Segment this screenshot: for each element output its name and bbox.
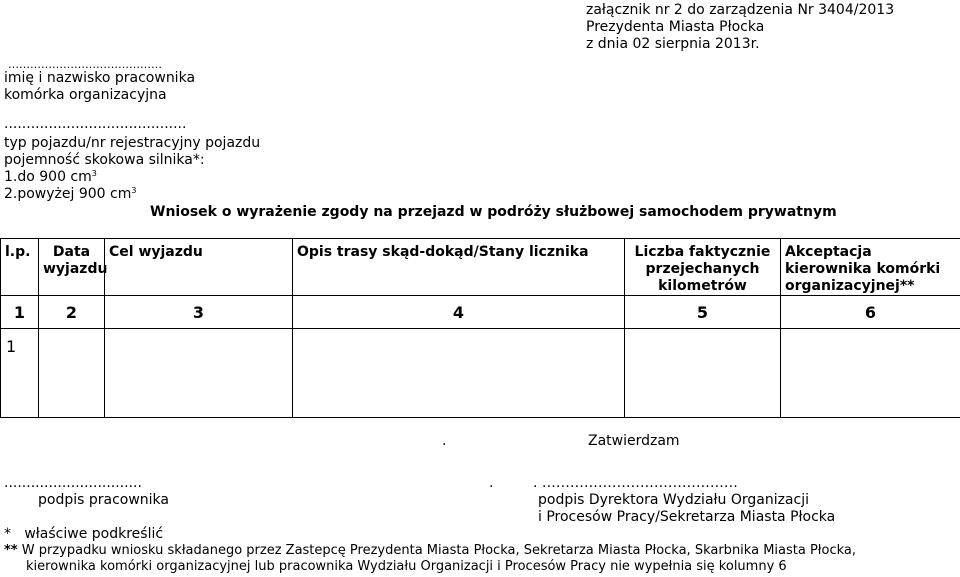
attachment-note bbox=[586, 2, 894, 53]
row-acceptance-cell[interactable] bbox=[781, 329, 960, 418]
footnote-2-line1: W przypadku wniosku składanego przez Zastepcę Prezydenta Miasta Płocka, Sekretarza Miasta Płocka, Skarbnika Miasta Płocka, bbox=[21, 543, 856, 558]
footnote-2-line2: kierownika komórki organizacyjnej lub pracownika Wydziału Organizacji i Procesów Pracy nie wypełnia się kolumny 6 bbox=[26, 559, 787, 574]
header-purpose: Cel wyjazdu bbox=[105, 239, 293, 296]
director-signature-label-2: i Procesów Pracy/Sekretarza Miasta Płocka bbox=[538, 509, 836, 525]
employee-signature-dots: ............................... bbox=[4, 475, 142, 491]
employee-dots: …………………………………… bbox=[8, 58, 162, 71]
document-title: Wniosek o wyrażenie zgody na przejazd w podróży służbowej samochodem prywatnym bbox=[150, 204, 837, 220]
capacity-option-2-text: 2.powyżej 900 cm bbox=[4, 186, 132, 202]
capacity-option-1-text: 1.do 900 cm bbox=[4, 169, 92, 185]
column-number-1: 1 bbox=[1, 296, 39, 329]
vehicle-type-label: typ pojazdu/nr rejestracyjny pojazdu bbox=[4, 135, 261, 151]
table-row bbox=[1, 329, 960, 418]
capacity-option-2 bbox=[4, 186, 136, 203]
footnote-2-mark: ** bbox=[4, 543, 18, 558]
table-number-row bbox=[1, 296, 960, 329]
header-lp: l.p. bbox=[1, 239, 39, 296]
row-purpose-cell[interactable] bbox=[105, 329, 293, 418]
column-number-3: 3 bbox=[105, 296, 293, 329]
attachment-note-line3: z dnia 02 sierpnia 2013r. bbox=[586, 36, 760, 52]
footnote-1-text: właściwe podkreślić bbox=[24, 526, 164, 542]
capacity-option-2-sup: 3 bbox=[131, 186, 137, 195]
header-date: Data wyjazdu bbox=[39, 239, 105, 296]
column-number-2: 2 bbox=[39, 296, 105, 329]
engine-capacity-label: pojemność skokowa silnika*: bbox=[4, 152, 205, 168]
footnote-1-mark: * bbox=[4, 526, 11, 542]
row-date-cell[interactable] bbox=[39, 329, 105, 418]
approve-dot: . bbox=[442, 433, 447, 449]
table-header-row bbox=[1, 239, 960, 296]
org-unit-label: komórka organizacyjna bbox=[4, 87, 167, 103]
approve-label: Zatwierdzam bbox=[588, 433, 680, 449]
row-route-cell[interactable] bbox=[293, 329, 625, 418]
header-route: Opis trasy skąd-dokąd/Stany licznika bbox=[293, 239, 625, 296]
attachment-note-line2: Prezydenta Miasta Płocka bbox=[586, 19, 765, 35]
director-signature-label-1: podpis Dyrektora Wydziału Organizacji bbox=[538, 492, 809, 508]
capacity-option-1 bbox=[4, 169, 97, 186]
footnote-1 bbox=[4, 526, 163, 543]
employee-signature-label: podpis pracownika bbox=[38, 492, 169, 508]
trip-table bbox=[0, 238, 960, 418]
signature-mid-dot: . bbox=[489, 475, 494, 491]
header-acceptance: Akceptacja kierownika komórki organizacyjnej** bbox=[781, 239, 960, 296]
column-number-5: 5 bbox=[625, 296, 781, 329]
capacity-option-1-sup: 3 bbox=[91, 169, 97, 178]
column-number-6: 6 bbox=[781, 296, 960, 329]
director-signature-dots: . …………………………………… bbox=[533, 475, 738, 491]
employee-name-label: imię i nazwisko pracownika bbox=[4, 70, 196, 86]
vehicle-dots: ......................................... bbox=[4, 116, 187, 132]
header-kilometers: Liczba faktycznie przejechanych kilometrów bbox=[625, 239, 781, 296]
row-lp-cell[interactable]: 1 bbox=[1, 329, 39, 418]
attachment-note-line1: załącznik nr 2 do zarządzenia Nr 3404/2013 bbox=[586, 2, 895, 18]
row-kilometers-cell[interactable] bbox=[625, 329, 781, 418]
column-number-4: 4 bbox=[293, 296, 625, 329]
footnote-2 bbox=[4, 543, 856, 559]
